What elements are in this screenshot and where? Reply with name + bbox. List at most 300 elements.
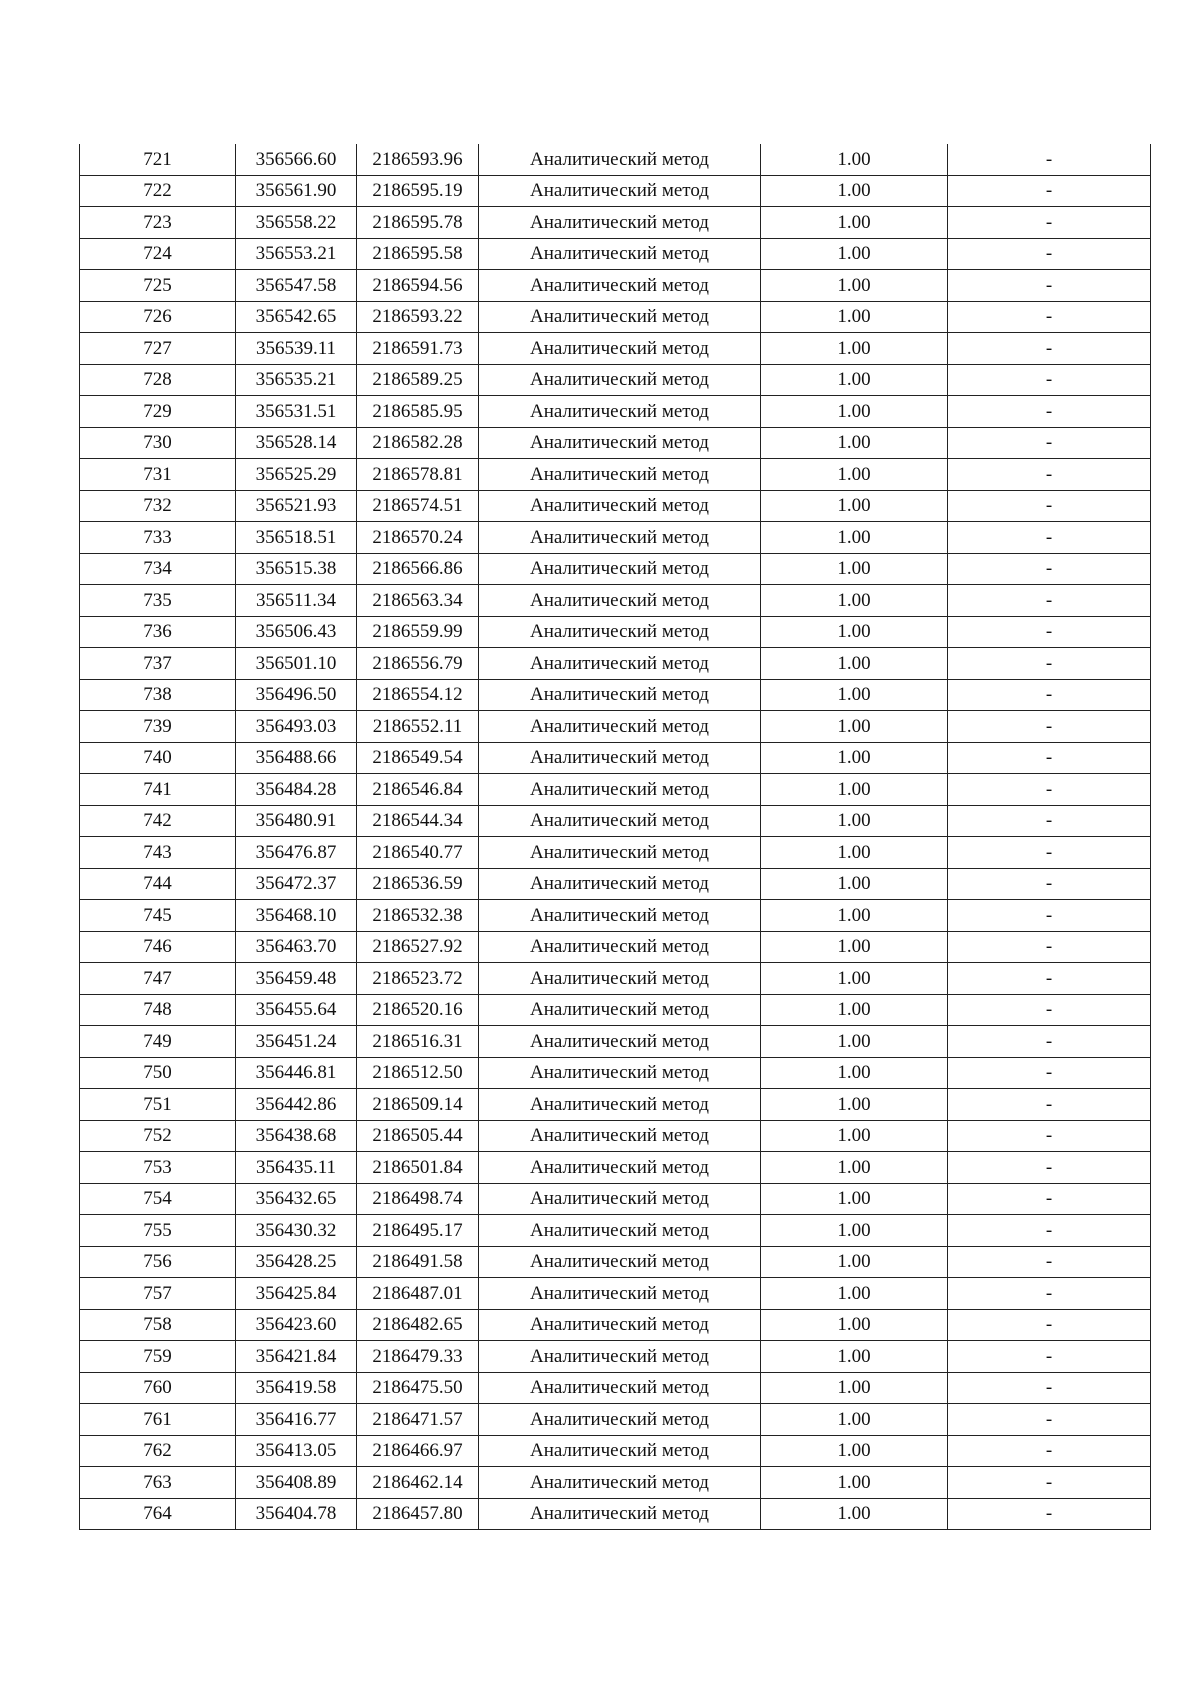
- x-coordinate-cell: 356535.21: [236, 364, 357, 396]
- method-cell: Аналитический метод: [479, 900, 761, 932]
- point-number-cell: 762: [80, 1435, 236, 1467]
- y-coordinate-cell: 2186509.14: [357, 1089, 479, 1121]
- note-cell: -: [948, 1246, 1151, 1278]
- y-coordinate-cell: 2186457.80: [357, 1498, 479, 1530]
- note-cell: -: [948, 742, 1151, 774]
- x-coordinate-cell: 356493.03: [236, 711, 357, 743]
- point-number-cell: 725: [80, 270, 236, 302]
- table-row: [80, 994, 1151, 1026]
- table-row: [80, 1498, 1151, 1530]
- note-cell: -: [948, 490, 1151, 522]
- point-number-cell: 733: [80, 522, 236, 554]
- x-coordinate-cell: 356531.51: [236, 396, 357, 428]
- point-number-cell: 745: [80, 900, 236, 932]
- table-row: [80, 963, 1151, 995]
- method-cell: Аналитический метод: [479, 1026, 761, 1058]
- note-cell: -: [948, 427, 1151, 459]
- point-number-cell: 738: [80, 679, 236, 711]
- table-row: [80, 1246, 1151, 1278]
- table-row: [80, 144, 1151, 175]
- y-coordinate-cell: 2186540.77: [357, 837, 479, 869]
- method-cell: Аналитический метод: [479, 868, 761, 900]
- method-cell: Аналитический метод: [479, 1498, 761, 1530]
- method-cell: Аналитический метод: [479, 175, 761, 207]
- x-coordinate-cell: 356515.38: [236, 553, 357, 585]
- x-coordinate-cell: 356430.32: [236, 1215, 357, 1247]
- x-coordinate-cell: 356561.90: [236, 175, 357, 207]
- y-coordinate-cell: 2186559.99: [357, 616, 479, 648]
- point-number-cell: 742: [80, 805, 236, 837]
- y-coordinate-cell: 2186479.33: [357, 1341, 479, 1373]
- y-coordinate-cell: 2186491.58: [357, 1246, 479, 1278]
- table-row: [80, 175, 1151, 207]
- table-row: [80, 396, 1151, 428]
- y-coordinate-cell: 2186536.59: [357, 868, 479, 900]
- accuracy-cell: 1.00: [761, 1026, 948, 1058]
- table-row: [80, 648, 1151, 680]
- point-number-cell: 760: [80, 1372, 236, 1404]
- note-cell: -: [948, 711, 1151, 743]
- x-coordinate-cell: 356528.14: [236, 427, 357, 459]
- y-coordinate-cell: 2186593.96: [357, 144, 479, 175]
- method-cell: Аналитический метод: [479, 144, 761, 175]
- note-cell: -: [948, 1120, 1151, 1152]
- x-coordinate-cell: 356463.70: [236, 931, 357, 963]
- point-number-cell: 731: [80, 459, 236, 491]
- x-coordinate-cell: 356484.28: [236, 774, 357, 806]
- accuracy-cell: 1.00: [761, 679, 948, 711]
- x-coordinate-cell: 356425.84: [236, 1278, 357, 1310]
- y-coordinate-cell: 2186462.14: [357, 1467, 479, 1499]
- y-coordinate-cell: 2186566.86: [357, 553, 479, 585]
- note-cell: -: [948, 1089, 1151, 1121]
- accuracy-cell: 1.00: [761, 1246, 948, 1278]
- x-coordinate-cell: 356511.34: [236, 585, 357, 617]
- y-coordinate-cell: 2186466.97: [357, 1435, 479, 1467]
- table-row: [80, 1215, 1151, 1247]
- table-row: [80, 1120, 1151, 1152]
- note-cell: -: [948, 207, 1151, 239]
- point-number-cell: 752: [80, 1120, 236, 1152]
- table-row: [80, 868, 1151, 900]
- table-row: [80, 207, 1151, 239]
- table-row: [80, 1372, 1151, 1404]
- note-cell: -: [948, 459, 1151, 491]
- method-cell: Аналитический метод: [479, 364, 761, 396]
- table-row: [80, 270, 1151, 302]
- table-row: [80, 1404, 1151, 1436]
- coordinates-table: [79, 144, 1151, 1530]
- accuracy-cell: 1.00: [761, 1057, 948, 1089]
- accuracy-cell: 1.00: [761, 1404, 948, 1436]
- point-number-cell: 763: [80, 1467, 236, 1499]
- table-row: [80, 679, 1151, 711]
- note-cell: -: [948, 1341, 1151, 1373]
- y-coordinate-cell: 2186595.19: [357, 175, 479, 207]
- note-cell: -: [948, 648, 1151, 680]
- note-cell: -: [948, 1467, 1151, 1499]
- method-cell: Аналитический метод: [479, 1215, 761, 1247]
- method-cell: Аналитический метод: [479, 1183, 761, 1215]
- y-coordinate-cell: 2186523.72: [357, 963, 479, 995]
- method-cell: Аналитический метод: [479, 774, 761, 806]
- method-cell: Аналитический метод: [479, 333, 761, 365]
- point-number-cell: 749: [80, 1026, 236, 1058]
- method-cell: Аналитический метод: [479, 1152, 761, 1184]
- method-cell: Аналитический метод: [479, 1057, 761, 1089]
- accuracy-cell: 1.00: [761, 459, 948, 491]
- point-number-cell: 741: [80, 774, 236, 806]
- accuracy-cell: 1.00: [761, 837, 948, 869]
- table-row: [80, 333, 1151, 365]
- method-cell: Аналитический метод: [479, 679, 761, 711]
- method-cell: Аналитический метод: [479, 553, 761, 585]
- note-cell: -: [948, 301, 1151, 333]
- accuracy-cell: 1.00: [761, 364, 948, 396]
- y-coordinate-cell: 2186471.57: [357, 1404, 479, 1436]
- accuracy-cell: 1.00: [761, 427, 948, 459]
- y-coordinate-cell: 2186532.38: [357, 900, 479, 932]
- point-number-cell: 757: [80, 1278, 236, 1310]
- y-coordinate-cell: 2186501.84: [357, 1152, 479, 1184]
- method-cell: Аналитический метод: [479, 1435, 761, 1467]
- x-coordinate-cell: 356525.29: [236, 459, 357, 491]
- point-number-cell: 748: [80, 994, 236, 1026]
- method-cell: Аналитический метод: [479, 427, 761, 459]
- x-coordinate-cell: 356480.91: [236, 805, 357, 837]
- x-coordinate-cell: 356416.77: [236, 1404, 357, 1436]
- method-cell: Аналитический метод: [479, 396, 761, 428]
- table-row: [80, 711, 1151, 743]
- table-row: [80, 301, 1151, 333]
- note-cell: -: [948, 1404, 1151, 1436]
- note-cell: -: [948, 1026, 1151, 1058]
- note-cell: -: [948, 238, 1151, 270]
- note-cell: -: [948, 364, 1151, 396]
- table-row: [80, 459, 1151, 491]
- x-coordinate-cell: 356451.24: [236, 1026, 357, 1058]
- accuracy-cell: 1.00: [761, 805, 948, 837]
- accuracy-cell: 1.00: [761, 1120, 948, 1152]
- point-number-cell: 723: [80, 207, 236, 239]
- note-cell: -: [948, 805, 1151, 837]
- note-cell: -: [948, 1372, 1151, 1404]
- accuracy-cell: 1.00: [761, 1372, 948, 1404]
- point-number-cell: 734: [80, 553, 236, 585]
- x-coordinate-cell: 356419.58: [236, 1372, 357, 1404]
- point-number-cell: 759: [80, 1341, 236, 1373]
- method-cell: Аналитический метод: [479, 459, 761, 491]
- accuracy-cell: 1.00: [761, 616, 948, 648]
- accuracy-cell: 1.00: [761, 868, 948, 900]
- method-cell: Аналитический метод: [479, 931, 761, 963]
- y-coordinate-cell: 2186595.78: [357, 207, 479, 239]
- method-cell: Аналитический метод: [479, 1372, 761, 1404]
- x-coordinate-cell: 356438.68: [236, 1120, 357, 1152]
- accuracy-cell: 1.00: [761, 1498, 948, 1530]
- note-cell: -: [948, 1435, 1151, 1467]
- x-coordinate-cell: 356521.93: [236, 490, 357, 522]
- table-row: [80, 1089, 1151, 1121]
- accuracy-cell: 1.00: [761, 396, 948, 428]
- x-coordinate-cell: 356518.51: [236, 522, 357, 554]
- table-row: [80, 1057, 1151, 1089]
- method-cell: Аналитический метод: [479, 994, 761, 1026]
- y-coordinate-cell: 2186570.24: [357, 522, 479, 554]
- x-coordinate-cell: 356413.05: [236, 1435, 357, 1467]
- table-row: [80, 931, 1151, 963]
- method-cell: Аналитический метод: [479, 742, 761, 774]
- table-row: [80, 364, 1151, 396]
- accuracy-cell: 1.00: [761, 585, 948, 617]
- x-coordinate-cell: 356501.10: [236, 648, 357, 680]
- accuracy-cell: 1.00: [761, 553, 948, 585]
- point-number-cell: 764: [80, 1498, 236, 1530]
- point-number-cell: 729: [80, 396, 236, 428]
- point-number-cell: 756: [80, 1246, 236, 1278]
- point-number-cell: 735: [80, 585, 236, 617]
- x-coordinate-cell: 356435.11: [236, 1152, 357, 1184]
- point-number-cell: 758: [80, 1309, 236, 1341]
- y-coordinate-cell: 2186475.50: [357, 1372, 479, 1404]
- x-coordinate-cell: 356506.43: [236, 616, 357, 648]
- method-cell: Аналитический метод: [479, 1341, 761, 1373]
- x-coordinate-cell: 356488.66: [236, 742, 357, 774]
- accuracy-cell: 1.00: [761, 1278, 948, 1310]
- x-coordinate-cell: 356432.65: [236, 1183, 357, 1215]
- y-coordinate-cell: 2186505.44: [357, 1120, 479, 1152]
- method-cell: Аналитический метод: [479, 1120, 761, 1152]
- note-cell: -: [948, 1152, 1151, 1184]
- note-cell: -: [948, 585, 1151, 617]
- y-coordinate-cell: 2186554.12: [357, 679, 479, 711]
- table-row: [80, 616, 1151, 648]
- x-coordinate-cell: 356404.78: [236, 1498, 357, 1530]
- table-row: [80, 774, 1151, 806]
- x-coordinate-cell: 356496.50: [236, 679, 357, 711]
- accuracy-cell: 1.00: [761, 900, 948, 932]
- table-row: [80, 742, 1151, 774]
- accuracy-cell: 1.00: [761, 774, 948, 806]
- point-number-cell: 736: [80, 616, 236, 648]
- point-number-cell: 750: [80, 1057, 236, 1089]
- x-coordinate-cell: 356542.65: [236, 301, 357, 333]
- point-number-cell: 755: [80, 1215, 236, 1247]
- accuracy-cell: 1.00: [761, 994, 948, 1026]
- note-cell: -: [948, 963, 1151, 995]
- x-coordinate-cell: 356421.84: [236, 1341, 357, 1373]
- method-cell: Аналитический метод: [479, 1467, 761, 1499]
- y-coordinate-cell: 2186544.34: [357, 805, 479, 837]
- accuracy-cell: 1.00: [761, 207, 948, 239]
- y-coordinate-cell: 2186574.51: [357, 490, 479, 522]
- note-cell: -: [948, 396, 1151, 428]
- accuracy-cell: 1.00: [761, 742, 948, 774]
- method-cell: Аналитический метод: [479, 1246, 761, 1278]
- note-cell: -: [948, 522, 1151, 554]
- y-coordinate-cell: 2186556.79: [357, 648, 479, 680]
- method-cell: Аналитический метод: [479, 837, 761, 869]
- y-coordinate-cell: 2186593.22: [357, 301, 479, 333]
- y-coordinate-cell: 2186585.95: [357, 396, 479, 428]
- accuracy-cell: 1.00: [761, 1309, 948, 1341]
- accuracy-cell: 1.00: [761, 333, 948, 365]
- accuracy-cell: 1.00: [761, 648, 948, 680]
- y-coordinate-cell: 2186591.73: [357, 333, 479, 365]
- note-cell: -: [948, 1215, 1151, 1247]
- note-cell: -: [948, 931, 1151, 963]
- accuracy-cell: 1.00: [761, 963, 948, 995]
- note-cell: -: [948, 1183, 1151, 1215]
- method-cell: Аналитический метод: [479, 522, 761, 554]
- method-cell: Аналитический метод: [479, 585, 761, 617]
- point-number-cell: 728: [80, 364, 236, 396]
- coordinates-table-body: [80, 144, 1151, 1530]
- note-cell: -: [948, 333, 1151, 365]
- point-number-cell: 751: [80, 1089, 236, 1121]
- point-number-cell: 722: [80, 175, 236, 207]
- table-row: [80, 490, 1151, 522]
- table-row: [80, 585, 1151, 617]
- note-cell: -: [948, 679, 1151, 711]
- accuracy-cell: 1.00: [761, 1215, 948, 1247]
- method-cell: Аналитический метод: [479, 207, 761, 239]
- method-cell: Аналитический метод: [479, 1278, 761, 1310]
- point-number-cell: 744: [80, 868, 236, 900]
- table-row: [80, 1309, 1151, 1341]
- accuracy-cell: 1.00: [761, 270, 948, 302]
- note-cell: -: [948, 1278, 1151, 1310]
- accuracy-cell: 1.00: [761, 1152, 948, 1184]
- x-coordinate-cell: 356566.60: [236, 144, 357, 175]
- x-coordinate-cell: 356539.11: [236, 333, 357, 365]
- table-row: [80, 238, 1151, 270]
- point-number-cell: 737: [80, 648, 236, 680]
- note-cell: -: [948, 837, 1151, 869]
- method-cell: Аналитический метод: [479, 1309, 761, 1341]
- x-coordinate-cell: 356455.64: [236, 994, 357, 1026]
- note-cell: -: [948, 175, 1151, 207]
- accuracy-cell: 1.00: [761, 1183, 948, 1215]
- x-coordinate-cell: 356423.60: [236, 1309, 357, 1341]
- note-cell: -: [948, 1498, 1151, 1530]
- table-row: [80, 837, 1151, 869]
- table-row: [80, 805, 1151, 837]
- y-coordinate-cell: 2186495.17: [357, 1215, 479, 1247]
- note-cell: -: [948, 616, 1151, 648]
- x-coordinate-cell: 356558.22: [236, 207, 357, 239]
- y-coordinate-cell: 2186595.58: [357, 238, 479, 270]
- accuracy-cell: 1.00: [761, 931, 948, 963]
- point-number-cell: 726: [80, 301, 236, 333]
- method-cell: Аналитический метод: [479, 270, 761, 302]
- y-coordinate-cell: 2186482.65: [357, 1309, 479, 1341]
- x-coordinate-cell: 356472.37: [236, 868, 357, 900]
- y-coordinate-cell: 2186487.01: [357, 1278, 479, 1310]
- method-cell: Аналитический метод: [479, 963, 761, 995]
- table-row: [80, 1341, 1151, 1373]
- table-row: [80, 522, 1151, 554]
- method-cell: Аналитический метод: [479, 648, 761, 680]
- note-cell: -: [948, 1057, 1151, 1089]
- point-number-cell: 732: [80, 490, 236, 522]
- x-coordinate-cell: 356459.48: [236, 963, 357, 995]
- method-cell: Аналитический метод: [479, 805, 761, 837]
- note-cell: -: [948, 868, 1151, 900]
- accuracy-cell: 1.00: [761, 711, 948, 743]
- point-number-cell: 761: [80, 1404, 236, 1436]
- y-coordinate-cell: 2186527.92: [357, 931, 479, 963]
- y-coordinate-cell: 2186578.81: [357, 459, 479, 491]
- y-coordinate-cell: 2186512.50: [357, 1057, 479, 1089]
- x-coordinate-cell: 356408.89: [236, 1467, 357, 1499]
- y-coordinate-cell: 2186594.56: [357, 270, 479, 302]
- point-number-cell: 739: [80, 711, 236, 743]
- accuracy-cell: 1.00: [761, 1089, 948, 1121]
- x-coordinate-cell: 356468.10: [236, 900, 357, 932]
- method-cell: Аналитический метод: [479, 616, 761, 648]
- table-row: [80, 427, 1151, 459]
- accuracy-cell: 1.00: [761, 144, 948, 175]
- accuracy-cell: 1.00: [761, 1467, 948, 1499]
- y-coordinate-cell: 2186552.11: [357, 711, 479, 743]
- y-coordinate-cell: 2186546.84: [357, 774, 479, 806]
- note-cell: -: [948, 900, 1151, 932]
- method-cell: Аналитический метод: [479, 1404, 761, 1436]
- x-coordinate-cell: 356476.87: [236, 837, 357, 869]
- y-coordinate-cell: 2186582.28: [357, 427, 479, 459]
- note-cell: -: [948, 270, 1151, 302]
- y-coordinate-cell: 2186520.16: [357, 994, 479, 1026]
- table-row: [80, 1435, 1151, 1467]
- note-cell: -: [948, 144, 1151, 175]
- accuracy-cell: 1.00: [761, 490, 948, 522]
- method-cell: Аналитический метод: [479, 711, 761, 743]
- point-number-cell: 743: [80, 837, 236, 869]
- table-row: [80, 1152, 1151, 1184]
- table-row: [80, 1467, 1151, 1499]
- accuracy-cell: 1.00: [761, 238, 948, 270]
- method-cell: Аналитический метод: [479, 1089, 761, 1121]
- method-cell: Аналитический метод: [479, 238, 761, 270]
- table-row: [80, 1278, 1151, 1310]
- accuracy-cell: 1.00: [761, 1435, 948, 1467]
- point-number-cell: 747: [80, 963, 236, 995]
- method-cell: Аналитический метод: [479, 301, 761, 333]
- point-number-cell: 746: [80, 931, 236, 963]
- x-coordinate-cell: 356446.81: [236, 1057, 357, 1089]
- accuracy-cell: 1.00: [761, 522, 948, 554]
- x-coordinate-cell: 356442.86: [236, 1089, 357, 1121]
- point-number-cell: 727: [80, 333, 236, 365]
- note-cell: -: [948, 774, 1151, 806]
- point-number-cell: 754: [80, 1183, 236, 1215]
- accuracy-cell: 1.00: [761, 301, 948, 333]
- table-row: [80, 1183, 1151, 1215]
- x-coordinate-cell: 356428.25: [236, 1246, 357, 1278]
- y-coordinate-cell: 2186549.54: [357, 742, 479, 774]
- point-number-cell: 740: [80, 742, 236, 774]
- y-coordinate-cell: 2186516.31: [357, 1026, 479, 1058]
- point-number-cell: 753: [80, 1152, 236, 1184]
- y-coordinate-cell: 2186498.74: [357, 1183, 479, 1215]
- method-cell: Аналитический метод: [479, 490, 761, 522]
- accuracy-cell: 1.00: [761, 1341, 948, 1373]
- point-number-cell: 724: [80, 238, 236, 270]
- x-coordinate-cell: 356553.21: [236, 238, 357, 270]
- table-row: [80, 1026, 1151, 1058]
- note-cell: -: [948, 1309, 1151, 1341]
